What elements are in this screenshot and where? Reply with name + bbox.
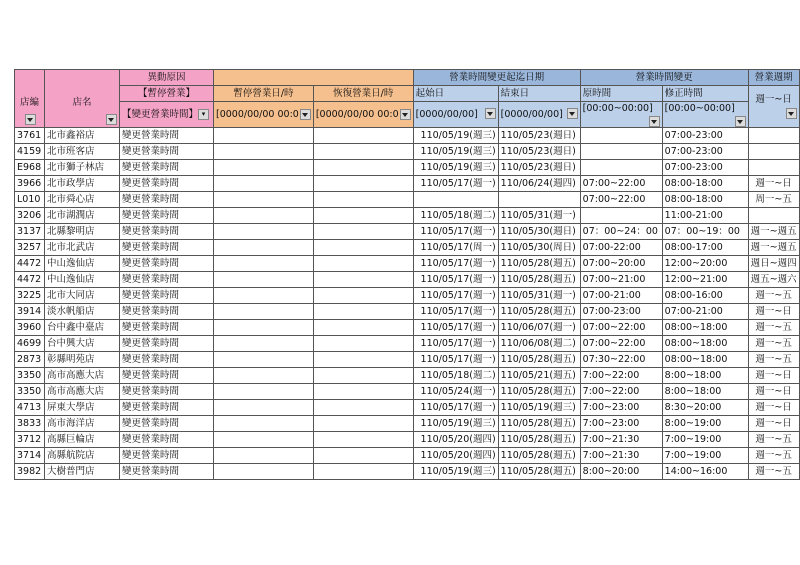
cell-start-date[interactable]: 110/05/17(週一): [413, 304, 498, 320]
cell-store-name[interactable]: 北市政學店: [45, 176, 120, 192]
cell-business-cycle[interactable]: 週一~五: [748, 352, 799, 368]
cell-orig-hours[interactable]: 07:00~20:00: [580, 256, 662, 272]
cell-store-name[interactable]: 北市獅子林店: [45, 160, 120, 176]
cell-resume-date[interactable]: [313, 128, 413, 144]
cell-change-reason[interactable]: 變更營業時間: [120, 432, 214, 448]
table-row: [15, 256, 800, 272]
cell-business-cycle[interactable]: [748, 144, 799, 160]
cell-pause-date[interactable]: [214, 256, 314, 272]
cell-pause-date[interactable]: [214, 416, 314, 432]
cell-change-reason[interactable]: 變更營業時間: [120, 352, 214, 368]
cell-orig-hours[interactable]: 7:00~22:00: [580, 368, 662, 384]
cell-end-date[interactable]: 110/05/21(週五): [498, 368, 580, 384]
table-row: [15, 272, 800, 288]
cell-pause-date[interactable]: [214, 160, 314, 176]
cell-start-date[interactable]: 110/05/19(週三): [413, 464, 498, 480]
cell-store-name[interactable]: 北市舜心店: [45, 192, 120, 208]
cell-change-reason[interactable]: 變更營業時間: [120, 368, 214, 384]
table-row: [15, 240, 800, 256]
cell-store-name[interactable]: 高市高應大店: [45, 368, 120, 384]
cell-end-date[interactable]: 110/05/23(週日): [498, 144, 580, 160]
header-pause-group: [214, 70, 414, 86]
table-row: [15, 160, 800, 176]
header-reason-change: 【變更營業時間】 ▾: [120, 102, 214, 128]
cell-new-hours[interactable]: 08:00~18:00: [662, 352, 748, 368]
cell-pause-date[interactable]: [214, 240, 314, 256]
filter-dropdown-icon[interactable]: [25, 114, 36, 125]
cell-business-cycle[interactable]: 週一~日: [748, 304, 799, 320]
cell-start-date[interactable]: 110/05/17(週一): [413, 320, 498, 336]
cell-orig-hours[interactable]: 07:30~22:00: [580, 352, 662, 368]
cell-store-name[interactable]: 台中鑫中臺店: [45, 320, 120, 336]
cell-resume-date[interactable]: [313, 368, 413, 384]
filter-dropdown-icon[interactable]: [735, 116, 746, 127]
cell-store-no[interactable]: L010: [15, 192, 45, 208]
cell-orig-hours[interactable]: 07:00~22:00: [580, 320, 662, 336]
cell-resume-date[interactable]: [313, 144, 413, 160]
cell-resume-date[interactable]: [313, 464, 413, 480]
cell-pause-date[interactable]: [214, 304, 314, 320]
header-orig-format: [00:00~00:00]: [580, 102, 662, 128]
cell-store-name[interactable]: 北市北武店: [45, 240, 120, 256]
cell-change-reason[interactable]: 變更營業時間: [120, 160, 214, 176]
cell-start-date[interactable]: 110/05/17(週一): [413, 176, 498, 192]
cell-end-date[interactable]: 110/05/28(週五): [498, 352, 580, 368]
cell-end-date[interactable]: 110/06/24(週四): [498, 176, 580, 192]
cell-resume-date[interactable]: [313, 448, 413, 464]
header-pause-date: 暫停營業日/時: [214, 86, 314, 102]
cell-store-no[interactable]: 3714: [15, 448, 45, 464]
cell-store-name[interactable]: 淡水帆船店: [45, 304, 120, 320]
cell-new-hours[interactable]: 12:00~21:00: [662, 272, 748, 288]
cell-change-reason[interactable]: 變更營業時間: [120, 464, 214, 480]
cell-store-name[interactable]: 高縣巨輪店: [45, 432, 120, 448]
cell-new-hours[interactable]: 07:00-23:00: [662, 160, 748, 176]
cell-new-hours[interactable]: 07:00-23:00: [662, 128, 748, 144]
header-pause-format: [0000/00/00 00:0: [214, 102, 314, 128]
cell-pause-date[interactable]: [214, 320, 314, 336]
cell-change-reason[interactable]: 變更營業時間: [120, 448, 214, 464]
cell-end-date[interactable]: 110/05/28(週五): [498, 448, 580, 464]
cell-start-date[interactable]: 110/05/17(週一): [413, 288, 498, 304]
cell-resume-date[interactable]: [313, 192, 413, 208]
cell-store-name[interactable]: 屏東大學店: [45, 400, 120, 416]
cell-store-name[interactable]: 高縣航院店: [45, 448, 120, 464]
cell-business-cycle[interactable]: [748, 128, 799, 144]
filter-dropdown-icon[interactable]: [786, 108, 797, 119]
cell-pause-date[interactable]: [214, 336, 314, 352]
cell-resume-date[interactable]: [313, 320, 413, 336]
cell-start-date[interactable]: 110/05/20(週四): [413, 448, 498, 464]
table-row: [15, 384, 800, 400]
cell-end-date[interactable]: 110/05/23(週日): [498, 128, 580, 144]
table-row: [15, 304, 800, 320]
header-start-date: 起始日: [413, 86, 498, 102]
cell-new-hours[interactable]: 11:00-21:00: [662, 208, 748, 224]
cell-end-date[interactable]: 110/05/19(週三): [498, 400, 580, 416]
cell-store-no[interactable]: 4472: [15, 256, 45, 272]
cell-business-cycle[interactable]: 週一~五: [748, 320, 799, 336]
store-hours-table: [14, 69, 800, 480]
cell-change-reason[interactable]: 變更營業時間: [120, 272, 214, 288]
cell-change-reason[interactable]: 變更營業時間: [120, 240, 214, 256]
cell-change-reason[interactable]: 變更營業時間: [120, 224, 214, 240]
cell-end-date[interactable]: 110/05/30(週日): [498, 224, 580, 240]
cell-start-date[interactable]: 110/05/24(週一): [413, 384, 498, 400]
header-orig-hours: 原時間: [580, 86, 662, 102]
cell-end-date[interactable]: 110/06/08(週二): [498, 336, 580, 352]
cell-new-hours[interactable]: 08:00-16:00: [662, 288, 748, 304]
cell-orig-hours[interactable]: [580, 160, 662, 176]
cell-change-reason[interactable]: 變更營業時間: [120, 400, 214, 416]
cell-end-date[interactable]: 110/05/28(週五): [498, 272, 580, 288]
cell-new-hours[interactable]: 07:00-21:00: [662, 304, 748, 320]
cell-store-name[interactable]: 中山逸仙店: [45, 256, 120, 272]
cell-resume-date[interactable]: [313, 256, 413, 272]
header-store-name: 店名: [45, 70, 120, 128]
cell-resume-date[interactable]: [313, 208, 413, 224]
cell-new-hours[interactable]: 8:30~20:00: [662, 400, 748, 416]
cell-business-cycle[interactable]: 週一~日: [748, 416, 799, 432]
cell-pause-date[interactable]: [214, 352, 314, 368]
header-start-format: [0000/00/00]: [413, 102, 498, 128]
table-row: [15, 368, 800, 384]
filter-dropdown-icon[interactable]: [106, 114, 117, 125]
table-row: [15, 128, 800, 144]
table-row: [15, 288, 800, 304]
cell-business-cycle[interactable]: 週一~五: [748, 336, 799, 352]
header-resume-date: 恢復營業日/時: [313, 86, 413, 102]
cell-store-name[interactable]: 中山逸仙店: [45, 272, 120, 288]
cell-new-hours[interactable]: 08:00~18:00: [662, 336, 748, 352]
cell-resume-date[interactable]: [313, 304, 413, 320]
cell-store-name[interactable]: 北市鑫裕店: [45, 128, 120, 144]
cell-store-no[interactable]: 3982: [15, 464, 45, 480]
cell-start-date[interactable]: 110/05/19(週三): [413, 416, 498, 432]
cell-orig-hours[interactable]: 07:00~22:00: [580, 192, 662, 208]
cell-store-no[interactable]: 4159: [15, 144, 45, 160]
cell-new-hours[interactable]: 08:00-18:00: [662, 176, 748, 192]
cell-change-reason[interactable]: 變更營業時間: [120, 320, 214, 336]
cell-pause-date[interactable]: [214, 272, 314, 288]
table-row: [15, 448, 800, 464]
cell-start-date[interactable]: 110/05/17(週一): [413, 352, 498, 368]
cell-orig-hours[interactable]: 8:00~20:00: [580, 464, 662, 480]
cell-store-no[interactable]: 3914: [15, 304, 45, 320]
cell-end-date[interactable]: 110/05/31(週一): [498, 288, 580, 304]
cell-pause-date[interactable]: [214, 144, 314, 160]
cell-change-reason[interactable]: 變更營業時間: [120, 128, 214, 144]
cell-orig-hours[interactable]: [580, 208, 662, 224]
cell-store-name[interactable]: 台中興大店: [45, 336, 120, 352]
cell-new-hours[interactable]: 08:00-17:00: [662, 240, 748, 256]
cell-start-date[interactable]: 110/05/17(週一): [413, 224, 498, 240]
cell-business-cycle[interactable]: [748, 160, 799, 176]
cell-orig-hours[interactable]: 07:00~21:00: [580, 272, 662, 288]
cell-pause-date[interactable]: [214, 208, 314, 224]
cell-pause-date[interactable]: [214, 368, 314, 384]
cell-store-no[interactable]: 3350: [15, 368, 45, 384]
header-new-format: [00:00~00:00]: [662, 102, 748, 128]
cell-store-no[interactable]: 3257: [15, 240, 45, 256]
table-row: [15, 432, 800, 448]
header-cycle-value: 週一~日: [748, 86, 799, 128]
cell-change-reason[interactable]: 變更營業時間: [120, 208, 214, 224]
cell-start-date[interactable]: 110/05/20(週四): [413, 432, 498, 448]
cell-orig-hours[interactable]: 7:00~23:00: [580, 416, 662, 432]
cell-business-cycle[interactable]: [748, 208, 799, 224]
cell-store-no[interactable]: 3225: [15, 288, 45, 304]
cell-new-hours[interactable]: 8:00~18:00: [662, 368, 748, 384]
cell-pause-date[interactable]: [214, 432, 314, 448]
cell-orig-hours[interactable]: [580, 144, 662, 160]
cell-end-date[interactable]: 110/05/28(週五): [498, 256, 580, 272]
cell-change-reason[interactable]: 變更營業時間: [120, 416, 214, 432]
table-row: [15, 464, 800, 480]
cell-start-date[interactable]: [413, 192, 498, 208]
cell-orig-hours[interactable]: 7:00~21:30: [580, 432, 662, 448]
cell-new-hours[interactable]: 07:00-23:00: [662, 144, 748, 160]
cell-pause-date[interactable]: [214, 288, 314, 304]
cell-pause-date[interactable]: [214, 400, 314, 416]
cell-store-no[interactable]: 3350: [15, 384, 45, 400]
cell-store-no[interactable]: 3761: [15, 128, 45, 144]
cell-resume-date[interactable]: [313, 384, 413, 400]
cell-store-name[interactable]: 北市班客店: [45, 144, 120, 160]
cell-orig-hours[interactable]: 07:00~22:00: [580, 176, 662, 192]
table-row: [15, 176, 800, 192]
cell-resume-date[interactable]: [313, 416, 413, 432]
cell-new-hours[interactable]: 7:00~19:00: [662, 432, 748, 448]
cell-start-date[interactable]: 110/05/17(周一): [413, 240, 498, 256]
cell-resume-date[interactable]: [313, 336, 413, 352]
cell-start-date[interactable]: 110/05/19(週三): [413, 144, 498, 160]
cell-orig-hours[interactable]: 7:00~22:00: [580, 384, 662, 400]
cell-pause-date[interactable]: [214, 384, 314, 400]
cell-end-date[interactable]: 110/06/07(週一): [498, 320, 580, 336]
cell-start-date[interactable]: 110/05/19(週三): [413, 160, 498, 176]
table-row: [15, 144, 800, 160]
cell-end-date[interactable]: 110/05/31(週一): [498, 208, 580, 224]
cell-store-name[interactable]: 彰縣明苑店: [45, 352, 120, 368]
cell-new-hours[interactable]: 7:00~19:00: [662, 448, 748, 464]
table-row: [15, 416, 800, 432]
cell-store-no[interactable]: 3712: [15, 432, 45, 448]
cell-store-no[interactable]: 2873: [15, 352, 45, 368]
filter-dropdown-icon[interactable]: [300, 109, 311, 120]
cell-business-cycle[interactable]: 週一~五: [748, 448, 799, 464]
filter-dropdown-icon[interactable]: [400, 109, 411, 120]
cell-business-cycle[interactable]: 週一~五: [748, 432, 799, 448]
header-end-format: [0000/00/00]: [498, 102, 580, 128]
cell-store-no[interactable]: 3137: [15, 224, 45, 240]
cell-orig-hours[interactable]: 07:00-23:00: [580, 304, 662, 320]
cell-pause-date[interactable]: [214, 192, 314, 208]
cell-resume-date[interactable]: [313, 432, 413, 448]
cell-orig-hours[interactable]: 7:00~23:00: [580, 400, 662, 416]
header-resume-format: [0000/00/00 00:0: [313, 102, 413, 128]
cell-resume-date[interactable]: [313, 160, 413, 176]
cell-store-name[interactable]: 大樹普門店: [45, 464, 120, 480]
cell-pause-date[interactable]: [214, 176, 314, 192]
cell-orig-hours[interactable]: 07：00~24：00: [580, 224, 662, 240]
cell-change-reason[interactable]: 變更營業時間: [120, 336, 214, 352]
table-row: [15, 208, 800, 224]
cell-change-reason[interactable]: 變更營業時間: [120, 256, 214, 272]
filter-dropdown-icon[interactable]: [485, 108, 496, 119]
cell-store-name[interactable]: 高市海洋店: [45, 416, 120, 432]
table-row: [15, 192, 800, 208]
cell-start-date[interactable]: 110/05/17(週一): [413, 400, 498, 416]
header-end-date: 結束日: [498, 86, 580, 102]
cell-end-date[interactable]: [498, 192, 580, 208]
cell-store-name[interactable]: 高市高應大店: [45, 384, 120, 400]
header-reason: 異動原因: [120, 70, 214, 86]
cell-pause-date[interactable]: [214, 464, 314, 480]
cell-resume-date[interactable]: [313, 224, 413, 240]
cell-end-date[interactable]: 110/05/28(週五): [498, 384, 580, 400]
cell-business-cycle[interactable]: 週五~週六: [748, 272, 799, 288]
cell-resume-date[interactable]: [313, 272, 413, 288]
cell-new-hours[interactable]: 12:00~20:00: [662, 256, 748, 272]
cell-new-hours[interactable]: 08:00~18:00: [662, 320, 748, 336]
cell-store-no[interactable]: 3960: [15, 320, 45, 336]
cell-business-cycle[interactable]: 週日~週四: [748, 256, 799, 272]
table-row: [15, 320, 800, 336]
cell-new-hours[interactable]: 14:00~16:00: [662, 464, 748, 480]
cell-store-no[interactable]: 4472: [15, 272, 45, 288]
cell-store-name[interactable]: 北縣黎明店: [45, 224, 120, 240]
cell-resume-date[interactable]: [313, 240, 413, 256]
cell-pause-date[interactable]: [214, 128, 314, 144]
header-hours-group: 營業時間變更: [580, 70, 748, 86]
header-cycle-group: 營業週期: [748, 70, 799, 86]
cell-end-date[interactable]: 110/05/28(週五): [498, 432, 580, 448]
cell-business-cycle[interactable]: 週一~日: [748, 400, 799, 416]
cell-new-hours[interactable]: 08:00-18:00: [662, 192, 748, 208]
filter-dropdown-icon[interactable]: [649, 116, 660, 127]
cell-change-reason[interactable]: 變更營業時間: [120, 304, 214, 320]
cell-business-cycle[interactable]: 週一~週五: [748, 224, 799, 240]
cell-store-no[interactable]: 3833: [15, 416, 45, 432]
cell-orig-hours[interactable]: 07:00-22:00: [580, 240, 662, 256]
cell-store-no[interactable]: 3206: [15, 208, 45, 224]
cell-store-no[interactable]: E968: [15, 160, 45, 176]
cell-start-date[interactable]: 110/05/19(週三): [413, 128, 498, 144]
cell-store-no[interactable]: 3966: [15, 176, 45, 192]
cell-business-cycle[interactable]: 週一~日: [748, 384, 799, 400]
cell-change-reason[interactable]: 變更營業時間: [120, 176, 214, 192]
table-row: [15, 224, 800, 240]
cell-change-reason[interactable]: 變更營業時間: [120, 144, 214, 160]
header-reason-pause: 【暫停營業】: [120, 86, 214, 102]
cell-start-date[interactable]: 110/05/18(週二): [413, 368, 498, 384]
cell-start-date[interactable]: 110/05/17(週一): [413, 272, 498, 288]
filter-active-icon[interactable]: ▾: [198, 109, 209, 120]
cell-start-date[interactable]: 110/05/17(週一): [413, 336, 498, 352]
cell-resume-date[interactable]: [313, 288, 413, 304]
cell-orig-hours[interactable]: 7:00~21:30: [580, 448, 662, 464]
cell-new-hours[interactable]: 07：00~19：00: [662, 224, 748, 240]
cell-change-reason[interactable]: 變更營業時間: [120, 288, 214, 304]
table-row: [15, 352, 800, 368]
cell-business-cycle[interactable]: 週一~日: [748, 368, 799, 384]
cell-pause-date[interactable]: [214, 448, 314, 464]
cell-store-name[interactable]: 北市湖潤店: [45, 208, 120, 224]
cell-new-hours[interactable]: 8:00~18:00: [662, 384, 748, 400]
cell-orig-hours[interactable]: [580, 128, 662, 144]
cell-resume-date[interactable]: [313, 352, 413, 368]
cell-business-cycle[interactable]: 週一~週五: [748, 240, 799, 256]
cell-orig-hours[interactable]: 07:00-21:00: [580, 288, 662, 304]
cell-orig-hours[interactable]: 07:00~22:00: [580, 336, 662, 352]
cell-store-no[interactable]: 4699: [15, 336, 45, 352]
header-store-no: 店編: [15, 70, 45, 128]
cell-resume-date[interactable]: [313, 400, 413, 416]
table-row: [15, 336, 800, 352]
table-row: [15, 400, 800, 416]
filter-dropdown-icon[interactable]: [567, 108, 578, 119]
cell-store-name[interactable]: 北市大同店: [45, 288, 120, 304]
cell-business-cycle[interactable]: 週一~五: [748, 288, 799, 304]
cell-change-reason[interactable]: 變更營業時間: [120, 384, 214, 400]
cell-business-cycle[interactable]: 周一~五: [748, 192, 799, 208]
cell-start-date[interactable]: 110/05/18(週二): [413, 208, 498, 224]
cell-pause-date[interactable]: [214, 224, 314, 240]
cell-resume-date[interactable]: [313, 176, 413, 192]
header-new-hours: 修正時間: [662, 86, 748, 102]
cell-business-cycle[interactable]: 週一~日: [748, 176, 799, 192]
cell-store-no[interactable]: 4713: [15, 400, 45, 416]
cell-change-reason[interactable]: 變更營業時間: [120, 192, 214, 208]
cell-start-date[interactable]: 110/05/17(週一): [413, 256, 498, 272]
cell-business-cycle[interactable]: 週一~五: [748, 464, 799, 480]
cell-end-date[interactable]: 110/05/30(周日): [498, 240, 580, 256]
cell-end-date[interactable]: 110/05/28(週五): [498, 304, 580, 320]
cell-end-date[interactable]: 110/05/28(週五): [498, 464, 580, 480]
cell-end-date[interactable]: 110/05/23(週日): [498, 160, 580, 176]
cell-end-date[interactable]: 110/05/28(週五): [498, 416, 580, 432]
cell-new-hours[interactable]: 8:00~19:00: [662, 416, 748, 432]
header-period-group: 營業時間變更起迄日期: [413, 70, 580, 86]
